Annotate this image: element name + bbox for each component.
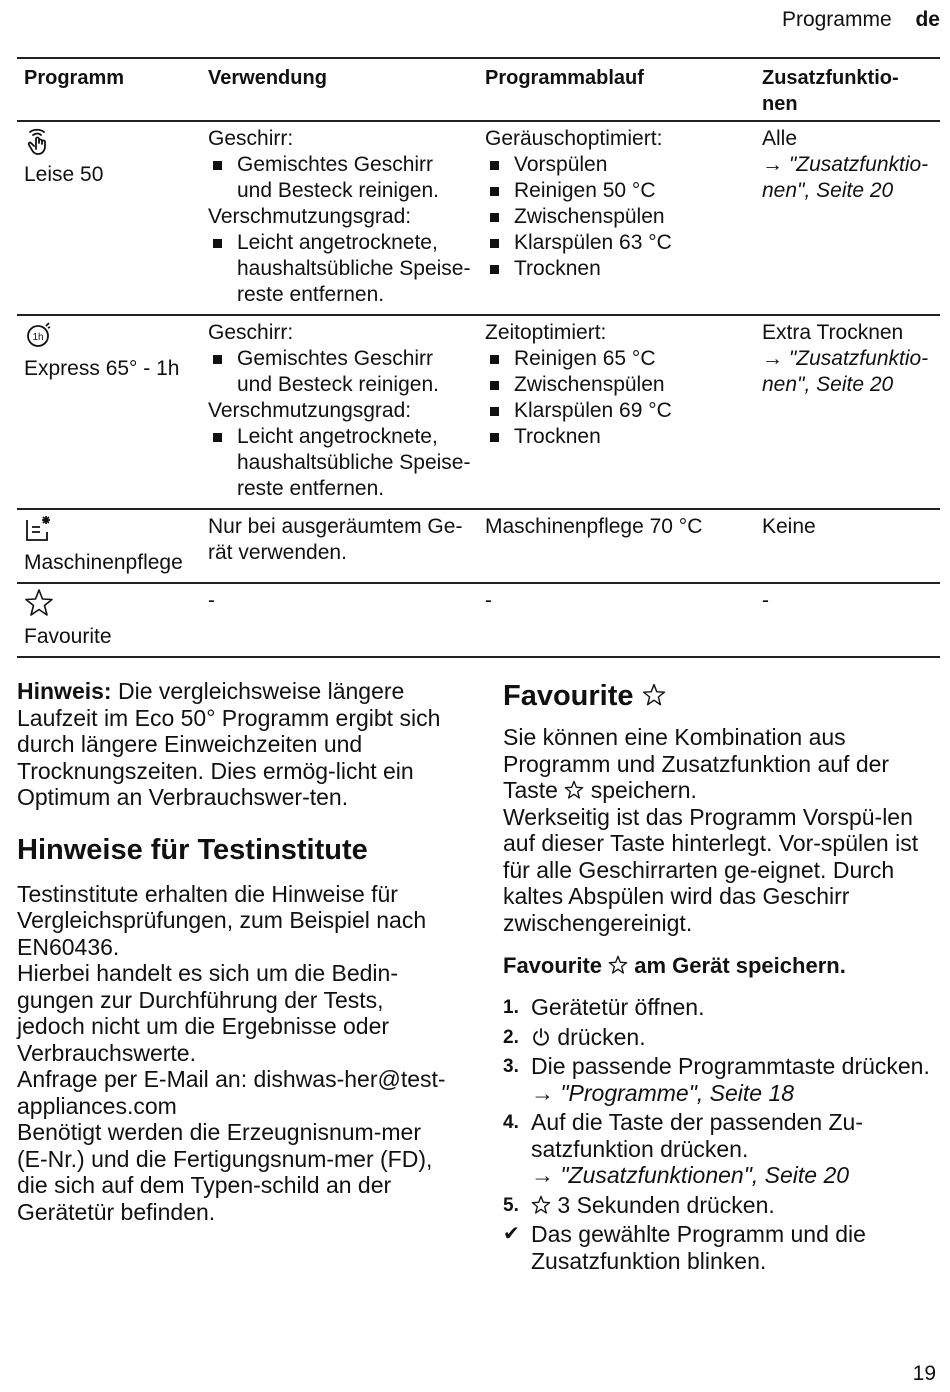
extra-value: Extra Trocknen (762, 321, 904, 344)
table-row (17, 315, 940, 509)
program-cell (17, 509, 201, 583)
extra-cell: - (755, 583, 940, 657)
stopwatch-1h-icon (24, 320, 195, 352)
email-paragraph: Anfrage per E-Mail an: dishwas-her@test-appliances.com (17, 1066, 446, 1119)
list-item: Vorspülen (485, 152, 749, 178)
paragraph: Benötigt werden die Erzeugnisnum-mer (E-Nr.) und die Fertigungsnum-mer (FD), die sich auf dem Typen-schild an der Gerätetür befinden. (17, 1119, 433, 1225)
step-text: drücken. (551, 1023, 646, 1050)
flow-cell: - (478, 583, 755, 657)
left-column (17, 678, 457, 1225)
cross-reference-link[interactable]: → "Zusatzfunktionen", Seite 20 (531, 1162, 850, 1188)
list-item: Zwischenspülen (485, 372, 749, 398)
running-header (782, 8, 940, 32)
list-item: Leicht angetrocknete, haushaltsübliche Speise-reste entfernen. (208, 424, 472, 502)
language-code: de (915, 8, 940, 31)
use-label: Geschirr: (208, 127, 294, 150)
star-icon (24, 588, 195, 620)
list-item: Reinigen 50 °C (485, 178, 749, 204)
table-row (17, 509, 940, 583)
paragraph-text: speichern. (584, 777, 697, 803)
step-number: 1. (503, 997, 519, 1018)
star-icon (642, 680, 666, 704)
use-cell (201, 121, 478, 315)
use-label: Verschmutzungsgrad: (208, 205, 412, 228)
subheading-text: am Gerät speichern. (628, 953, 846, 978)
paragraph: Testinstitute erhalten die Hinweise für Vergleichsprüfungen, zum Beispiel nach EN60436. (17, 880, 427, 960)
list-item (503, 1192, 933, 1219)
use-label: Geschirr: (208, 321, 294, 344)
heading-text: Favourite (503, 680, 634, 712)
section-title: Programme (781, 8, 892, 31)
paragraph-text: Sie können eine Kombination aus Programm und Zusatzfunktion auf der Taste (503, 724, 890, 803)
program-name: Maschinenpflege (24, 551, 183, 574)
list-item: Gemischtes Geschirr und Besteck reinigen. (208, 152, 472, 204)
list-item: Reinigen 65 °C (485, 346, 749, 372)
star-icon (531, 1194, 551, 1214)
list-item: Trocknen (485, 256, 749, 282)
subheading (503, 952, 933, 980)
note-paragraph (17, 678, 457, 811)
list-item (503, 1109, 933, 1189)
checkmark-icon: ✔ (503, 1223, 520, 1245)
machine-care-icon (24, 514, 195, 546)
cross-reference-link[interactable]: → "Programme", Seite 18 (531, 1079, 795, 1106)
step-text: Gerätetür öffnen. (531, 994, 705, 1020)
list-item: Trocknen (485, 424, 749, 450)
list-item: Gemischtes Geschirr und Besteck reinigen. (208, 346, 472, 398)
power-icon (531, 1024, 551, 1050)
use-cell: - (201, 583, 478, 657)
paragraph: Werkseitig ist das Programm Vorspü-len auf dieser Taste hinterlegt. Vor-spülen ist für alle Geschirrarten ge-eignet. Durch kaltes Abspülen wird das Geschirr zwischengereinigt. (503, 803, 919, 936)
section-heading: Hinweise für Testinstitute (17, 833, 368, 866)
list-item: Leicht angetrocknete, haushaltsübliche Speise-reste entfernen. (208, 230, 472, 308)
program-table (17, 57, 940, 658)
list-item: Klarspülen 69 °C (485, 398, 749, 424)
program-cell (17, 315, 201, 509)
flow-label: Zeitoptimiert: (485, 321, 607, 344)
col-header-extra: Zusatzfunktio- nen (755, 58, 940, 121)
cross-reference-link[interactable]: → "Zusatzfunktio-nen", Seite 20 (762, 347, 929, 396)
col-header-use: Verwendung (201, 58, 478, 121)
use-cell (201, 315, 478, 509)
flow-cell: Maschinenpflege 70 °C (478, 509, 755, 583)
step-text: Auf die Taste der passenden Zu-satzfunktion drücken. (531, 1109, 864, 1162)
list-item (503, 1053, 933, 1106)
extra-cell: Keine (755, 509, 940, 583)
note-label: Hinweis: (17, 678, 112, 704)
extra-cell (755, 315, 940, 509)
program-name: Leise 50 (24, 163, 104, 186)
flow-label: Geräuschoptimiert: (485, 127, 663, 150)
section-heading (503, 678, 933, 714)
star-icon (608, 954, 628, 974)
flow-cell (478, 315, 755, 509)
flow-cell (478, 121, 755, 315)
paragraph (503, 724, 933, 804)
quiet-hand-icon (24, 126, 195, 158)
program-cell (17, 583, 201, 657)
svg-text:1h: 1h (32, 332, 44, 343)
program-name: Express 65° - 1h (24, 357, 180, 380)
table-row (17, 583, 940, 657)
result-line (503, 1221, 933, 1274)
subheading-text: Favourite (503, 953, 603, 978)
page-number: 19 (912, 1362, 936, 1385)
use-cell: Nur bei ausgeräumtem Ge-rät verwenden. (201, 509, 478, 583)
step-number: 5. (503, 1194, 519, 1216)
table-header-row (17, 58, 940, 121)
cross-reference-link[interactable]: → "Zusatzfunktio-nen", Seite 20 (762, 153, 929, 202)
step-text: Die passende Programmtaste drücken. (531, 1053, 930, 1079)
list-item (503, 1024, 933, 1051)
extra-cell (755, 121, 940, 315)
extra-value: Alle (762, 127, 798, 150)
step-text: 3 Sekunden drücken. (551, 1191, 775, 1218)
paragraph: Hierbei handelt es sich um die Bedin-gungen zur Durchführung der Tests, jedoch nicht um die Ergebnisse oder Verbrauchswerte. (17, 960, 398, 1066)
star-icon (564, 779, 584, 799)
program-cell (17, 121, 201, 315)
col-header-flow: Programmablauf (478, 58, 755, 121)
step-number: 2. (503, 1026, 519, 1048)
result-text: Das gewählte Programm und die Zusatzfunktion blinken. (531, 1221, 866, 1274)
step-number: 4. (503, 1112, 519, 1133)
program-name: Favourite (24, 625, 112, 648)
table-row (17, 121, 940, 315)
list-item: Klarspülen 63 °C (485, 230, 749, 256)
step-number: 3. (503, 1056, 519, 1077)
note-text: Die vergleichsweise längere Laufzeit im Eco 50° Programm ergibt sich durch längere Einweichzeiten und Trocknungszeiten. Dies ermög-licht ein Optimum an Verbrauchswer-ten. (17, 678, 441, 810)
col-header-program: Programm (17, 58, 201, 121)
right-column (503, 678, 933, 1274)
list-item (503, 994, 933, 1021)
use-label: Verschmutzungsgrad: (208, 399, 412, 422)
list-item: Zwischenspülen (485, 204, 749, 230)
step-list (503, 994, 933, 1218)
